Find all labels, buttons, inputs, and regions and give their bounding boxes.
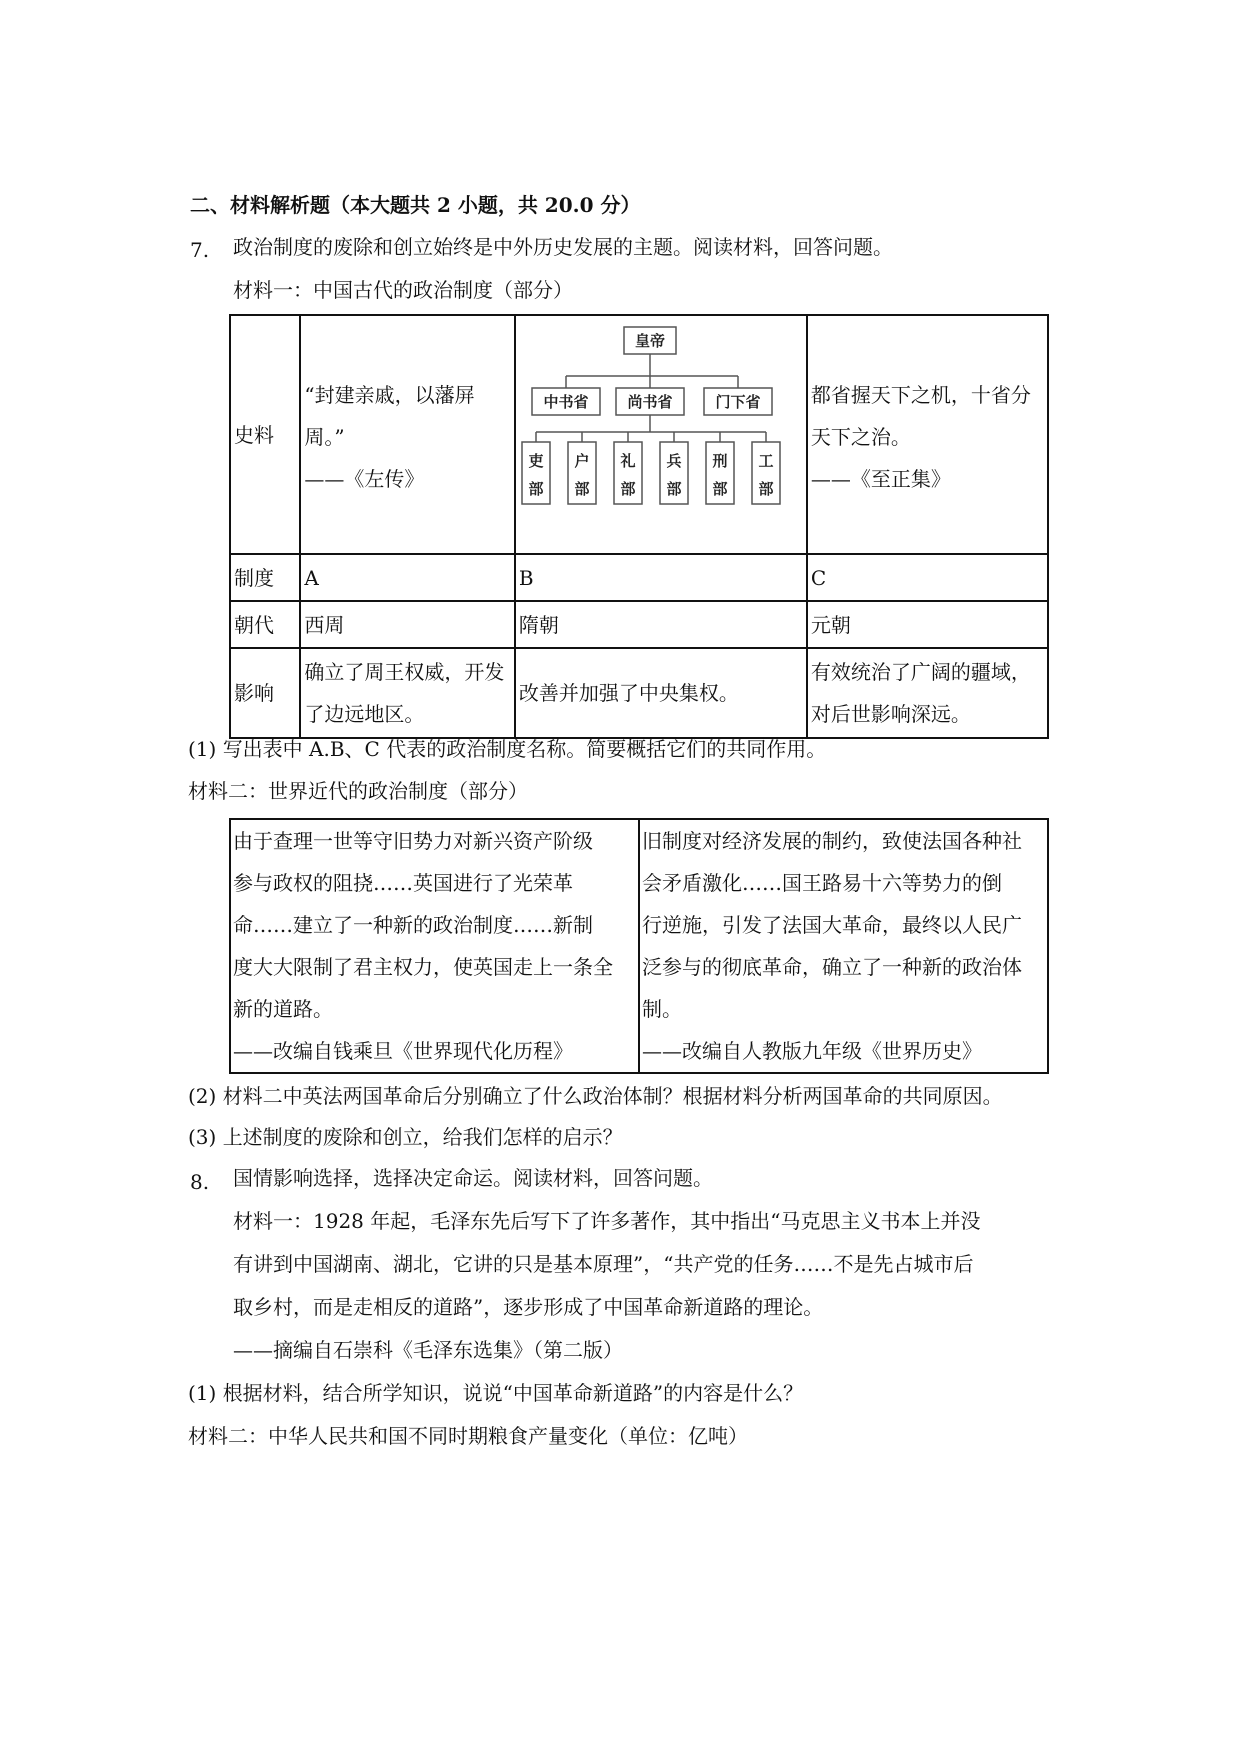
england-line: 参与政权的阻挠……英国进行了光荣革 (233, 871, 573, 895)
ministry-label-bu: 部 (712, 480, 728, 498)
ministry-label-bu: 部 (620, 480, 636, 498)
france-line: 制。 (642, 997, 682, 1021)
org-label-shangshu: 尚书省 (627, 393, 673, 411)
table2-row (230, 819, 1048, 1073)
france-line: 会矛盾激化……国王路易十六等势力的倒 (642, 871, 1002, 895)
q8-material1-line: 材料一：1928 年起，毛泽东先后写下了许多著作，其中指出“马克思主义书本上并没 (233, 1209, 981, 1233)
q8-material1-citation: ——摘编自石崇科《毛泽东选集》（第二版） (233, 1338, 623, 1362)
source-c-line: 都省握天下之机，十省分 (810, 382, 1031, 407)
england-line: 命……建立了一种新的政治制度……新制 (233, 913, 593, 937)
q8-material1-line: 有讲到中国湖南、湖北，它讲的只是基本原理”，“共产党的任务……不是先占城市后 (233, 1252, 974, 1276)
impact-c-line: 对后世影响深远。 (810, 702, 971, 726)
q7-material1-title: 材料一：中国古代的政治制度（部分） (233, 278, 573, 302)
england-cell (230, 819, 639, 1073)
q8-number: 8. (190, 1170, 210, 1194)
ministry-label-hu: 户 (574, 452, 590, 470)
france-cell (639, 819, 1048, 1073)
ancient-systems-table (229, 314, 1049, 739)
impact-b: 改善并加强了中央集权。 (515, 648, 807, 738)
row-label-impact: 影响 (230, 648, 300, 738)
org-chart-cell (515, 315, 807, 554)
table-row-dynasties (230, 601, 1048, 648)
org-chart-diagram (516, 318, 806, 551)
row-label-system: 制度 (230, 554, 300, 601)
ministry-label-li: 吏 (528, 452, 544, 470)
table-row-sources (230, 315, 1048, 554)
q8-material1-line: 取乡村，而是走相反的道路”，逐步形成了中国革命新道路的理论。 (233, 1295, 824, 1319)
org-label-zhongshu: 中书省 (543, 393, 589, 411)
ministry-label-xing: 刑 (712, 452, 728, 470)
impact-a-line: 确立了周王权威，开发 (304, 660, 505, 684)
source-c-cell (807, 315, 1048, 554)
england-citation: ——改编自钱乘旦《世界现代化历程》 (233, 1039, 573, 1063)
system-a: A (300, 554, 515, 601)
row-label-sources: 史料 (230, 315, 300, 554)
source-a-line: 周。” (304, 424, 345, 449)
modern-systems-table (229, 818, 1049, 1074)
england-line: 新的道路。 (233, 997, 333, 1021)
england-line: 度大大限制了君主权力，使英国走上一条全 (233, 955, 613, 979)
ministry-label-bu: 部 (528, 480, 544, 498)
dynasty-b: 隋朝 (515, 601, 807, 648)
q7-material2-title: 材料二：世界近代的政治制度（部分） (188, 779, 528, 803)
france-line: 泛参与的彻底革命，确立了一种新的政治体 (642, 955, 1022, 979)
ministry-label-gong: 工 (758, 452, 774, 470)
q8-prompt: 国情影响选择，选择决定命运。阅读材料，回答问题。 (233, 1166, 713, 1190)
ministry-label-li-rites: 礼 (620, 452, 636, 470)
source-c-citation: ——《至正集》 (810, 466, 951, 491)
ministry-label-bu: 部 (758, 480, 774, 498)
source-a-cell (300, 315, 515, 554)
table-row-impact (230, 648, 1048, 738)
france-citation: ——改编自人教版九年级《世界历史》 (642, 1039, 982, 1063)
france-line: 行逆施，引发了法国大革命，最终以人民广 (642, 913, 1022, 937)
dynasty-c: 元朝 (807, 601, 1048, 648)
q7-prompt: 政治制度的废除和创立始终是中外历史发展的主题。阅读材料，回答问题。 (233, 235, 893, 259)
impact-c-cell (807, 648, 1048, 738)
q8-material2-title: 材料二：中华人民共和国不同时期粮食产量变化（单位：亿吨） (188, 1424, 748, 1448)
row-label-dynasty: 朝代 (230, 601, 300, 648)
source-a-line: “封建亲戚，以藩屏 (304, 382, 475, 407)
system-c: C (807, 554, 1048, 601)
dynasty-a: 西周 (300, 601, 515, 648)
france-line: 旧制度对经济发展的制约，致使法国各种社 (642, 829, 1022, 853)
q7-sub2: (2) 材料二中英法两国革命后分别确立了什么政治体制？根据材料分析两国革命的共同原因。 (188, 1084, 1003, 1108)
org-label-menxia: 门下省 (715, 393, 761, 411)
ministry-label-bu: 部 (666, 480, 682, 498)
england-line: 由于查理一世等守旧势力对新兴资产阶级 (233, 829, 593, 853)
section-heading: 二、材料解析题（本大题共 2 小题，共 20.0 分） (190, 193, 641, 217)
impact-c-line: 有效统治了广阔的疆域， (810, 660, 1031, 684)
q7-sub3: (3) 上述制度的废除和创立，给我们怎样的启示？ (188, 1125, 623, 1149)
q8-sub1: (1) 根据材料，结合所学知识，说说“中国革命新道路”的内容是什么？ (188, 1381, 804, 1405)
impact-a-line: 了边远地区。 (304, 702, 425, 726)
ministry-label-bing: 兵 (666, 452, 682, 470)
source-c-line: 天下之治。 (810, 424, 911, 449)
system-b: B (515, 554, 807, 601)
q7-number: 7. (190, 238, 210, 262)
source-a-citation: ——《左传》 (304, 466, 425, 491)
impact-a-cell (300, 648, 515, 738)
ministry-label-bu: 部 (574, 480, 590, 498)
q7-sub1: (1) 写出表中 A.B、C 代表的政治制度名称。简要概括它们的共同作用。 (188, 737, 827, 761)
org-label-emperor: 皇帝 (634, 332, 665, 350)
table-row-systems (230, 554, 1048, 601)
